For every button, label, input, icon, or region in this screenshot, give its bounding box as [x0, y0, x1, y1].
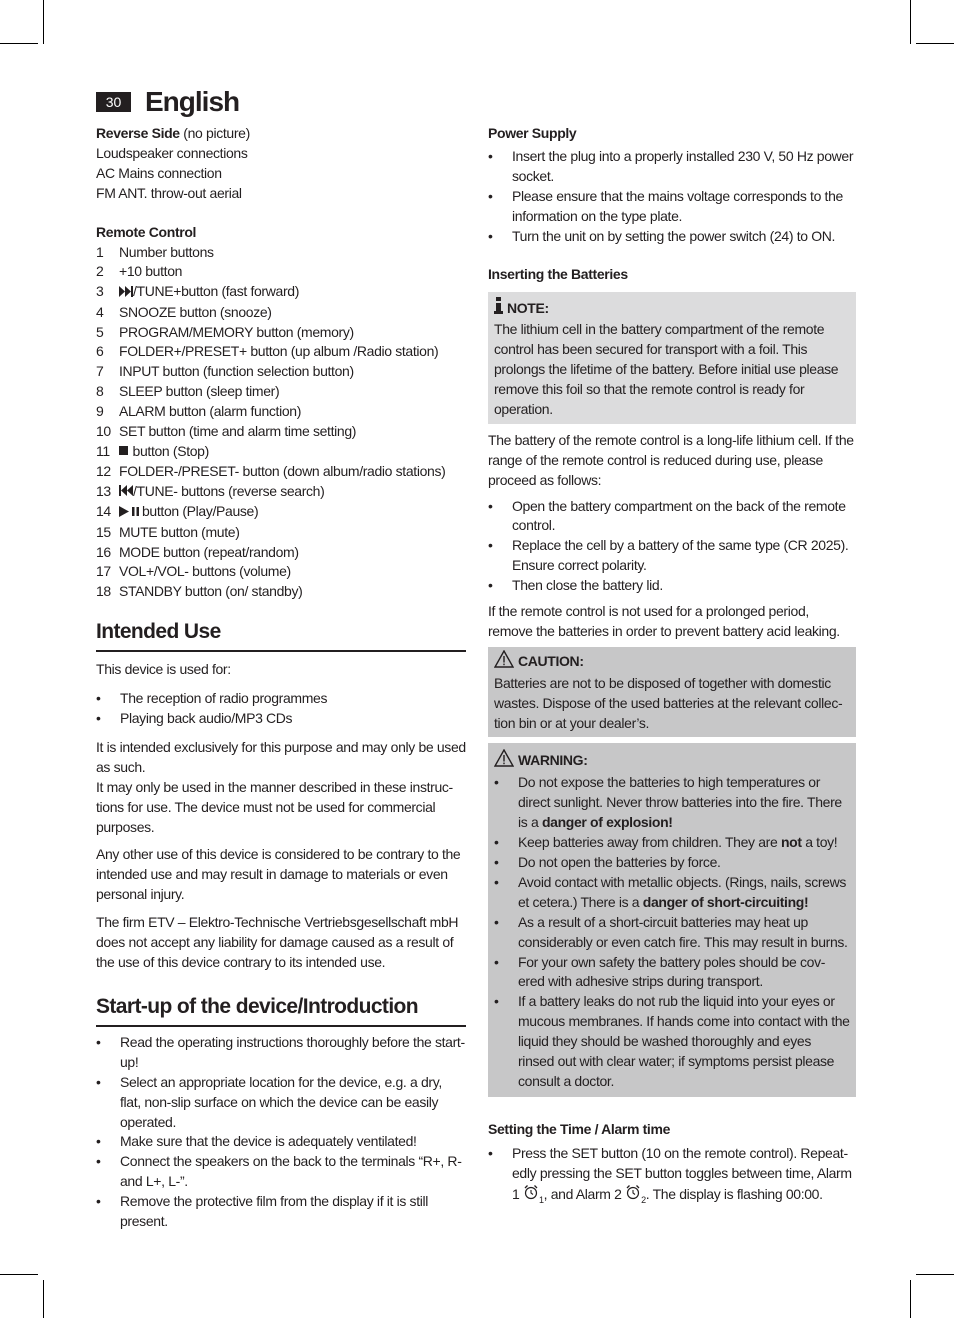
remote-list-item — [96, 382, 466, 402]
remote-list-item — [96, 323, 466, 343]
remote-list-label: FOLDER+/PRESET+ button (up album /Radio station) — [119, 343, 439, 360]
remote-list-item — [96, 342, 466, 362]
remote-list-label: SLEEP button (sleep timer) — [119, 383, 280, 400]
remote-list-number: 10 — [96, 423, 111, 440]
caution-box — [488, 647, 856, 738]
list-item: • The reception of radio programmes — [96, 689, 466, 709]
remote-list-text — [119, 462, 445, 482]
battery-paragraph: The battery of the remote control is a long-life lithium cell. If the range of the remote control is reduced during use, please proceed as follows: — [488, 431, 854, 488]
warning-label: WARNING: — [518, 752, 588, 769]
page-number: 30 — [96, 92, 131, 112]
remote-list-item — [96, 262, 466, 282]
reverse-side-heading — [96, 124, 466, 144]
warning-triangle-icon — [494, 749, 514, 773]
remote-list-number: 18 — [96, 583, 111, 600]
caution-label: CAUTION: — [518, 652, 584, 669]
right-column — [488, 124, 856, 1210]
remote-list-label: MODE button (repeat/random) — [119, 543, 299, 560]
remote-list-text — [119, 543, 299, 563]
remote-list-text — [119, 402, 301, 422]
note-box — [488, 292, 856, 423]
remote-list-number: 8 — [96, 383, 104, 400]
remote-list-text — [119, 382, 279, 402]
remote-list-number: 11 — [96, 442, 110, 459]
remote-list-text — [119, 422, 356, 442]
remote-list-item — [96, 282, 466, 302]
remote-list-text — [119, 523, 240, 543]
remote-list-label: STANDBY button (on/ standby) — [119, 583, 303, 600]
warning-triangle-icon — [494, 650, 514, 674]
remote-list-text — [119, 562, 291, 582]
remote-list-number: 16 — [96, 543, 111, 560]
list-item: • Insert the plug into a properly installed 230 V, 50 Hz power socket. — [488, 147, 856, 187]
remote-list-text — [119, 502, 258, 522]
remote-control-list — [96, 243, 466, 603]
remote-list-item — [96, 482, 466, 502]
warning-box — [488, 743, 856, 1096]
skip-forward-icon — [119, 283, 133, 303]
list-item — [488, 1143, 856, 1210]
intended-use-heading: Intended Use — [96, 618, 466, 652]
note-text: The lithium cell in the battery compartment of the remote control has been secured for transport with a foil. This prolongs the lifetime of the battery. Before initial use please remove this foil so that the remote control is ready for operation. — [494, 321, 839, 417]
page-title: English — [145, 86, 240, 117]
startup-heading: Start-up of the device/Introduction — [96, 993, 466, 1027]
list-item: • Turn the unit on by setting the power switch (24) to ON. — [488, 227, 856, 247]
remote-control-heading: Remote Control — [96, 223, 197, 240]
list-item: • Playing back audio/MP3 CDs — [96, 709, 466, 729]
reverse-side-item: AC Mains connection — [96, 164, 222, 181]
remote-list-number: 12 — [96, 463, 111, 480]
intended-paragraph: It is intended exclusively for this purpose and may only be used as such. — [96, 738, 466, 775]
remote-list-text — [119, 342, 438, 362]
remote-list-label: Number buttons — [119, 243, 214, 260]
remote-list-text — [119, 362, 354, 382]
list-item: • Remove the protective film from the display if it is still present. — [96, 1192, 466, 1232]
remote-list-number: 9 — [96, 403, 104, 420]
time-text: . The display is flashing 00:00. — [645, 1185, 823, 1202]
remote-list-text — [119, 243, 214, 263]
caution-text: Batteries are not to be disposed of together with domestic wastes. Dispose of the used batteries at the relevant collec-tion bin or at your dealer’s. — [494, 674, 843, 731]
remote-list-item — [96, 402, 466, 422]
time-text: Press the SET button (10 on the remote control). Repeat-edly pressing the SET button toggles between time, Alarm 1 — [512, 1144, 852, 1202]
note-label: NOTE: — [507, 299, 549, 316]
intended-intro: This device is used for: — [96, 661, 231, 678]
remote-list-item — [96, 422, 466, 442]
remote-list-label: MUTE button (mute) — [119, 523, 240, 540]
remote-list-number: 2 — [96, 263, 104, 280]
list-item: • Do not open the batteries by force. — [494, 853, 850, 873]
remote-list-label: +10 button — [119, 263, 183, 280]
remote-list-item — [96, 442, 466, 462]
remote-list-text — [119, 482, 324, 502]
remote-list-text — [119, 582, 302, 602]
remote-list-number: 3 — [96, 283, 104, 300]
remote-list-item — [96, 543, 466, 563]
alarm-clock-icon — [625, 1184, 641, 1206]
crop-mark — [916, 1274, 954, 1275]
setting-time-heading: Setting the Time / Alarm time — [488, 1120, 671, 1137]
remote-list-label: button (Play/Pause) — [142, 503, 259, 520]
reverse-side-title: Reverse Side — [96, 125, 180, 141]
remote-list-label: /TUNE+button (fast forward) — [133, 283, 300, 300]
list-item — [494, 773, 850, 833]
list-item — [494, 873, 850, 913]
remote-list-number: 14 — [96, 503, 111, 520]
reverse-side-item: FM ANT. throw-out aerial — [96, 184, 242, 201]
remote-list-text — [119, 282, 299, 302]
startup-bullets — [96, 1033, 466, 1232]
remote-list-number: 7 — [96, 363, 104, 380]
time-bullets — [488, 1143, 856, 1210]
list-item: • If a battery leaks do not rub the liquid into your eyes or mucous membranes. If hands come into contact with the liquid they should be washed thoroughly and eyes rinsed out with clear water; if symptoms persist please consult a doctor. — [494, 992, 850, 1092]
list-item: • Please ensure that the mains voltage corresponds to the information on the type plate. — [488, 187, 856, 227]
remote-list-label: SET button (time and alarm time setting) — [119, 423, 357, 440]
remote-list-text — [119, 262, 182, 282]
crop-mark — [910, 0, 911, 44]
remote-list-label: VOL+/VOL- buttons (volume) — [119, 563, 291, 580]
remote-list-label: /TUNE- buttons (reverse search) — [133, 483, 325, 500]
skip-back-icon — [119, 482, 133, 502]
remote-list-number: 13 — [96, 483, 111, 500]
intended-bullets — [96, 689, 466, 729]
remote-list-item — [96, 243, 466, 263]
remote-list-item — [96, 582, 466, 602]
remote-list-label: PROGRAM/MEMORY button (memory) — [119, 323, 354, 340]
remote-list-text — [119, 303, 272, 323]
remote-list-label: button (Stop) — [129, 442, 209, 459]
warning-text: Do not expose the batteries to high temperatures or direct sunlight. Never throw batteries into the fire. There is a — [518, 774, 842, 831]
warning-emphasis: danger of short-circuiting! — [642, 893, 809, 910]
remote-list-text — [119, 442, 209, 462]
list-item: • Read the operating instructions thoroughly before the start-up! — [96, 1033, 466, 1073]
remote-list-item — [96, 523, 466, 543]
info-icon — [494, 297, 503, 320]
crop-mark — [916, 43, 954, 44]
reverse-side-item: Loudspeaker connections — [96, 144, 248, 161]
play-pause-icon — [119, 503, 141, 523]
left-column — [96, 124, 466, 1232]
list-item: • Connect the speakers on the back to the terminals “R+, R- and L+, L-”. — [96, 1152, 466, 1192]
list-item: • Then close the battery lid. — [488, 576, 856, 596]
list-item: • Make sure that the device is adequately ventilated! — [96, 1132, 466, 1152]
crop-mark — [910, 1280, 911, 1318]
remote-list-label: INPUT button (function selection button) — [119, 363, 354, 380]
remote-list-label: ALARM button (alarm function) — [119, 403, 302, 420]
time-text: , and Alarm 2 — [543, 1185, 626, 1202]
warning-text: a toy! — [801, 834, 838, 851]
reverse-side-note: (no picture) — [179, 125, 250, 141]
remote-list-label: SNOOZE button (snooze) — [119, 303, 272, 320]
crop-mark — [0, 43, 38, 44]
intended-paragraph: Any other use of this device is considered to be contrary to the intended use and may result in damage to materials or even personal injury. — [96, 846, 461, 903]
warning-text: Keep batteries away from children. They are — [518, 834, 781, 851]
remote-list-number: 15 — [96, 523, 111, 540]
remote-list-number: 17 — [96, 563, 111, 580]
remote-list-number: 6 — [96, 343, 104, 360]
power-bullets — [488, 147, 856, 247]
crop-mark — [0, 1274, 38, 1275]
list-item: • Open the battery compartment on the back of the remote control. — [488, 497, 856, 537]
remote-list-number: 4 — [96, 303, 104, 320]
remote-list-item — [96, 562, 466, 582]
list-item: • Select an appropriate location for the device, e.g. a dry, flat, non-slip surface on which the device can be easily operated. — [96, 1073, 466, 1133]
remote-list-text — [119, 323, 354, 343]
warning-bullets — [494, 773, 850, 1092]
intended-paragraph: It may only be used in the manner described in these instruc-tions for use. The device must not be used for commercial purposes. — [96, 778, 453, 835]
list-item: • For your own safety the battery poles should be cov-ered with adhesive strips during transport. — [494, 953, 850, 993]
crop-mark — [43, 0, 44, 44]
remote-list-number: 1 — [96, 243, 104, 260]
remote-list-item — [96, 362, 466, 382]
alarm-1-subscript: 1 — [538, 1194, 544, 1205]
alarm-clock-icon — [523, 1184, 539, 1206]
list-item: • As a result of a short-circuit batteries may heat up considerably or even catch fire. This may result in burns. — [494, 913, 850, 953]
remote-list-item — [96, 462, 466, 482]
warning-emphasis: not — [780, 834, 802, 851]
warning-text: Avoid contact with metallic objects. (Rings, nails, screws et cetera.) There is a — [518, 873, 847, 910]
stop-icon — [119, 442, 129, 462]
inserting-batteries-heading: Inserting the Batteries — [488, 266, 628, 283]
warning-emphasis: danger of explosion! — [541, 814, 673, 831]
remote-list-label: FOLDER-/PRESET- button (down album/radio stations) — [119, 463, 446, 480]
intended-paragraph: The firm ETV – Elektro-Technische Vertriebsgesellschaft mbH does not accept any liability for damage caused as a result of the use of this device contrary to its intended use. — [96, 914, 459, 970]
list-item — [494, 833, 850, 853]
battery-paragraph: If the remote control is not used for a prolonged period, remove the batteries in order to prevent battery acid leaking. — [488, 603, 840, 639]
remote-list-item — [96, 502, 466, 522]
crop-mark — [43, 1280, 44, 1318]
list-item: • Replace the cell by a battery of the same type (CR 2025). Ensure correct polarity. — [488, 536, 856, 576]
battery-bullets — [488, 497, 856, 597]
remote-list-item — [96, 303, 466, 323]
power-supply-heading: Power Supply — [488, 125, 577, 141]
alarm-2-subscript: 2 — [641, 1194, 646, 1205]
remote-list-number: 5 — [96, 323, 104, 340]
